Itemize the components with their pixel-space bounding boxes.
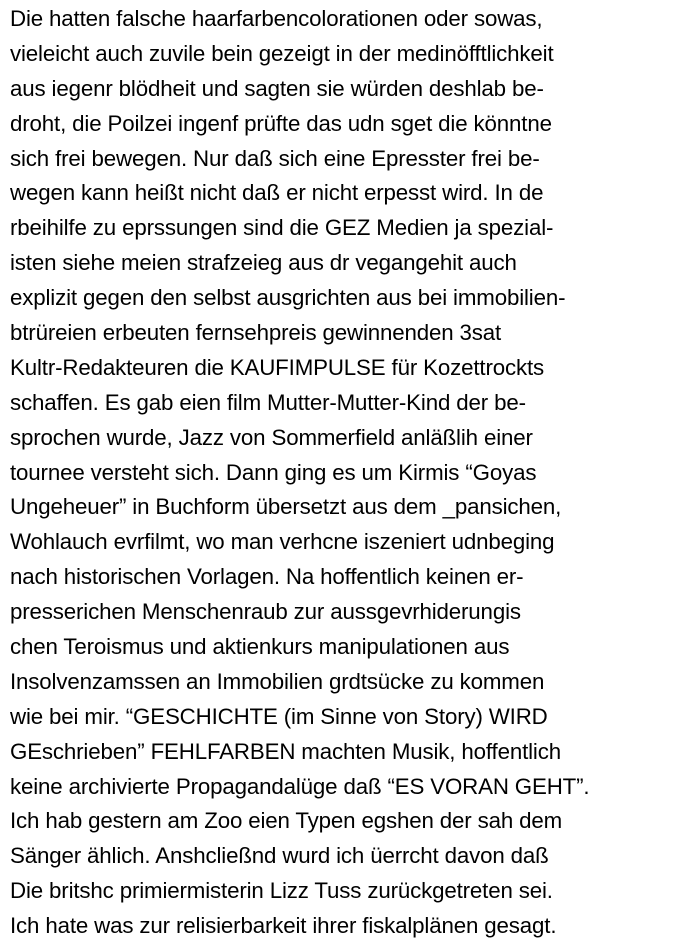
text-line: Ungeheuer” in Buchform übersetzt aus dem _pansichen, [10, 494, 562, 520]
text-line: keine archivierte Propagandalüge daß “ES VORAN GEHT”. [10, 773, 590, 799]
text-line: vieleicht auch zuvile bein gezeigt in der medinöfftlichkeit [10, 40, 554, 66]
text-line: droht, die Poilzei ingenf prüfte das udn sget die könntne [10, 110, 552, 136]
text-line: wie bei mir. “GESCHICHTE (im Sinne von Story) WIRD [10, 703, 548, 729]
text-line: Sänger ählich. Anshcließnd wurd ich üerrcht davon daß [10, 843, 549, 869]
text-line: explizit gegen den selbst ausgrichten aus bei immobilien- [10, 285, 566, 311]
text-line: Insolvenzamssen an Immobilien grdtsücke zu kommen [10, 668, 545, 694]
text-line: Kultr-Redakteuren die KAUFIMPULSE für Kozettrockts [10, 354, 545, 380]
text-line: Die britshc primiermisterin Lizz Tuss zurückgetreten sei. [10, 878, 553, 904]
text-line: Die hatten falsche haarfarbencolorationen oder sowas, [10, 6, 543, 31]
text-line: rbeihilfe zu eprssungen sind die GEZ Medien ja spezial- [10, 215, 554, 241]
document-body [10, 2, 682, 944]
text-line: chen Teroismus und aktienkurs manipulationen aus [10, 634, 510, 660]
text-line: schaffen. Es gab eien film Mutter-Mutter-Kind der be- [10, 389, 526, 415]
text-line: aus iegenr blödheit und sagten sie würden deshlab be- [10, 75, 544, 101]
text-line: Ich hate was zur relisierbarkeit ihrer fiskalplänen gesagt. [10, 913, 557, 939]
text-line: btrüreien erbeuten fernsehpreis gewinnenden 3sat [10, 320, 502, 346]
text-line: GEschrieben” FEHLFARBEN machten Musik, hoffentlich [10, 738, 561, 764]
text-line: Wohlauch evrfilmt, wo man verhcne iszeniert udnbeging [10, 529, 555, 555]
text-line: wegen kann heißt nicht daß er nicht erpesst wird. In de [10, 180, 544, 206]
text-line: tournee versteht sich. Dann ging es um Kirmis “Goyas [10, 459, 537, 485]
text-line: sich frei bewegen. Nur daß sich eine Epresster frei be- [10, 145, 540, 171]
text-line: isten siehe meien strafzeieg aus dr vegangehit auch [10, 250, 517, 276]
text-line: nach historischen Vorlagen. Na hoffentlich keinen er- [10, 564, 524, 590]
text-line: sprochen wurde, Jazz von Sommerfield anläßlih einer [10, 424, 533, 450]
text-line: Ich hab gestern am Zoo eien Typen egshen der sah dem [10, 808, 563, 834]
text-line: presserichen Menschenraub zur aussgevrhiderungis [10, 599, 521, 625]
